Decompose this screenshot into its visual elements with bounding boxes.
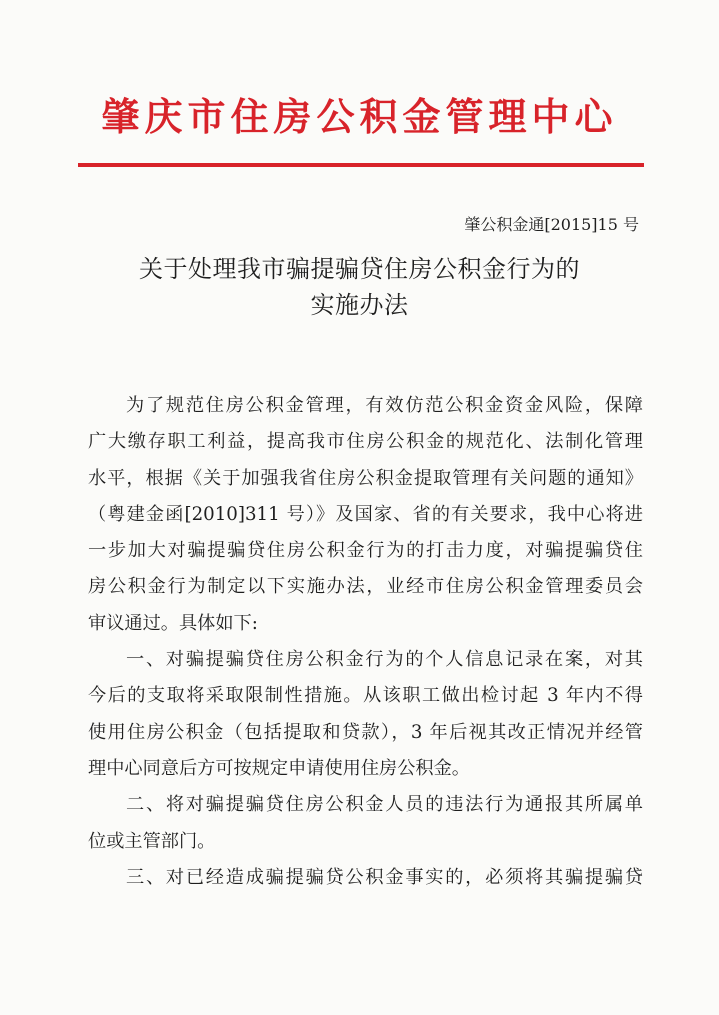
body-line: 三、对已经造成骗提骗贷公积金事实的，必须将其骗提骗贷 [126, 866, 643, 888]
document-title-line-1: 关于处理我市骗提骗贷住房公积金行为的 [139, 255, 580, 283]
body-line: 二、将对骗提骗贷住房公积金人员的违法行为通报其所属单 [126, 794, 643, 816]
document-number: 肇公积金通[2015]15 号 [464, 215, 639, 234]
body-line: 广大缴存职工利益，提高我市住房公积金的规范化、法制化管理 [88, 431, 643, 453]
body-line: 理中心同意后方可按规定申请使用住房公积金。 [88, 757, 470, 779]
body-line: 一步加大对骗提骗贷住房公积金行为的打击力度，对骗提骗贷住 [88, 540, 643, 562]
body-line: 位或主管部门。 [88, 830, 216, 852]
body-line: 房公积金行为制定以下实施办法，业经市住房公积金管理委员会 [88, 576, 643, 598]
body-line: 使用住房公积金（包括提取和贷款），3 年后视其改正情况并经管 [88, 721, 643, 743]
body-line: 今后的支取将采取限制性措施。从该职工做出检讨起 3 年内不得 [88, 685, 643, 707]
body-line: 为了规范住房公积金管理，有效仿范公积金资金风险，保障 [126, 395, 643, 416]
body-line: （粤建金函[2010]311 号）》及国家、省的有关要求，我中心将进 [88, 503, 643, 525]
document-body [88, 388, 643, 896]
body-line: 审议通过。具体如下: [88, 612, 258, 634]
body-line: 一、对骗提骗贷住房公积金行为的个人信息记录在案，对其 [126, 649, 643, 671]
issuing-organization-header: 肇庆市住房公积金管理中心 [101, 94, 618, 139]
red-header-rule [78, 163, 644, 167]
body-line: 水平，根据《关于加强我省住房公积金提取管理有关问题的通知》 [88, 467, 643, 489]
document-title-line-2: 实施办法 [310, 291, 409, 319]
